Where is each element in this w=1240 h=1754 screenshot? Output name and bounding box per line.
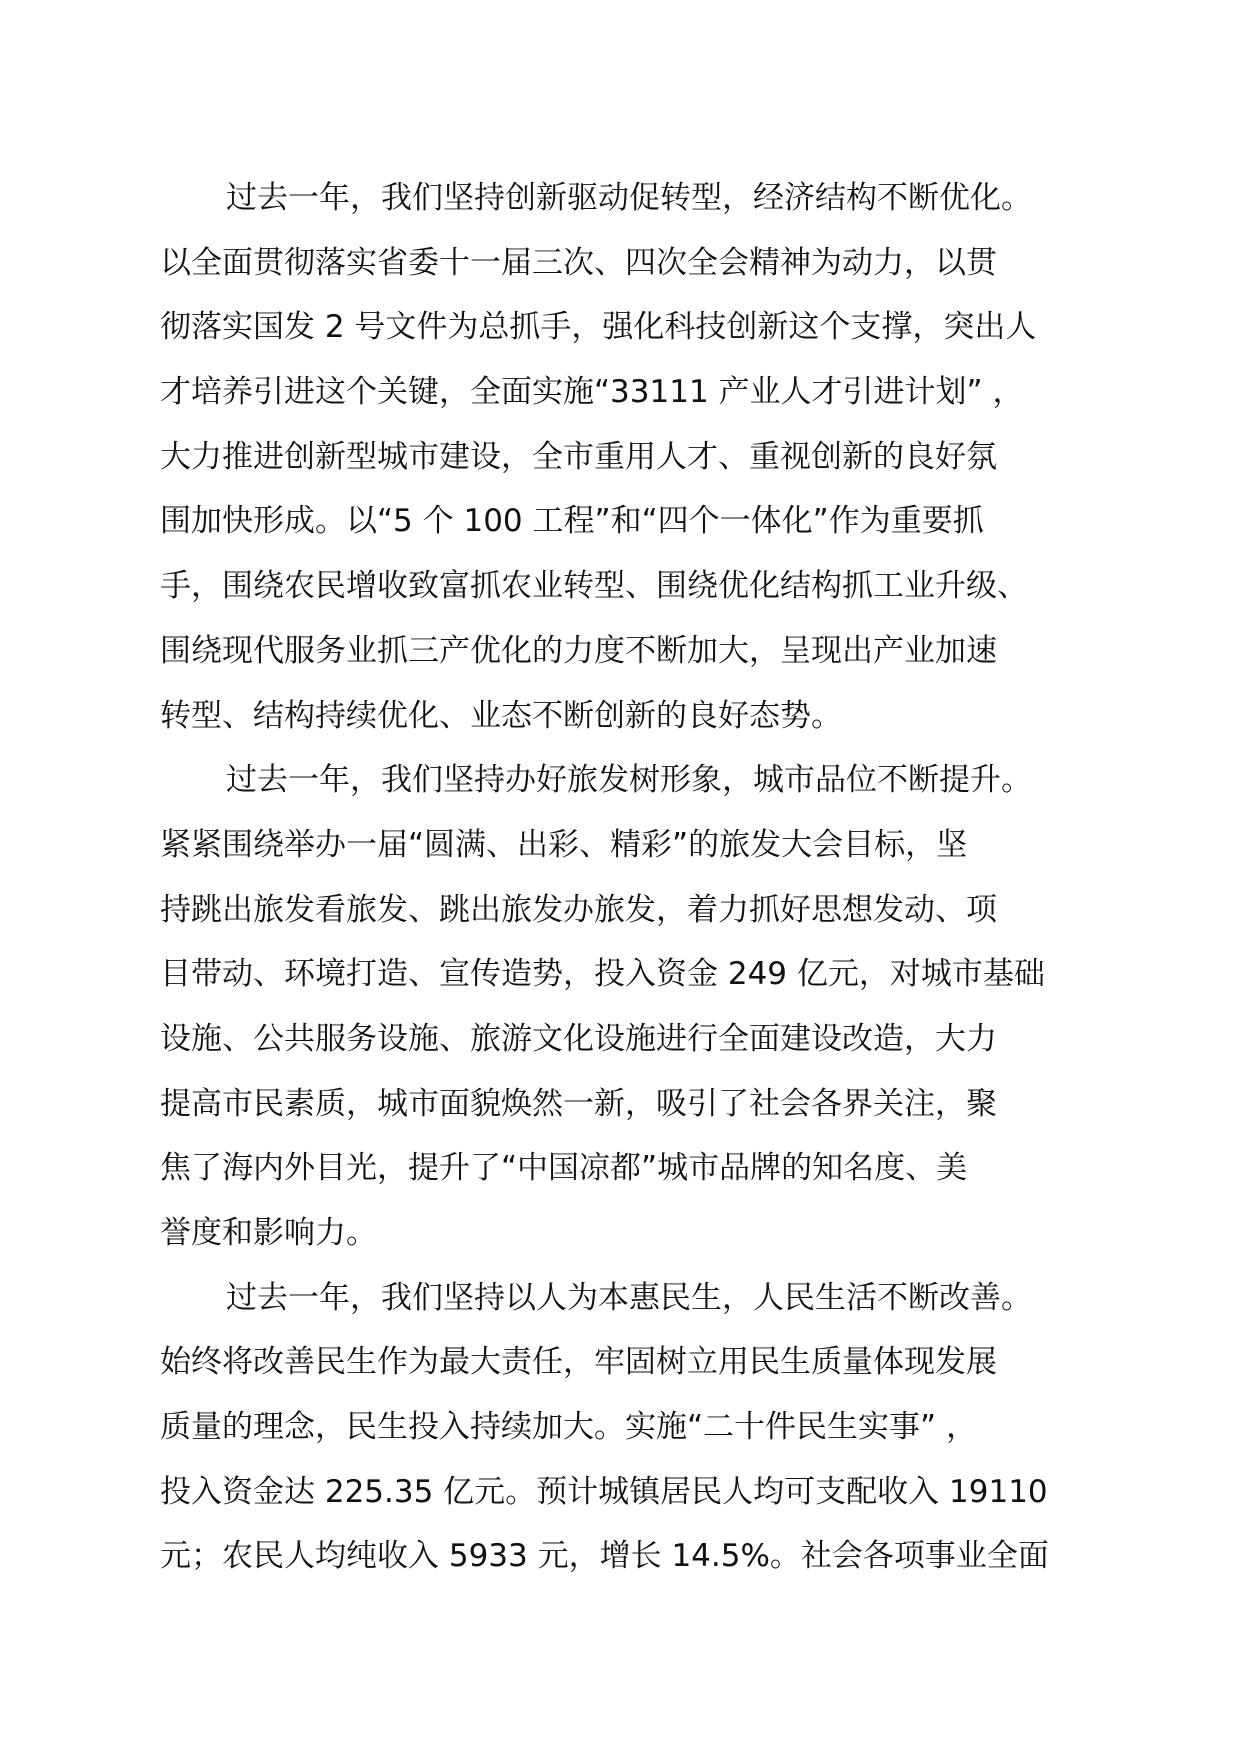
text-line: 紧紧围绕举办一届“圆满、出彩、精彩”的旅发大会目标，坚 — [160, 826, 968, 863]
text-line: 过去一年，我们坚持创新驱动促转型，经济结构不断优化。 — [226, 180, 1032, 216]
text-line: 转型、结构持续优化、业态不断创新的良好态势。 — [160, 697, 842, 734]
text-line: 围绕现代服务业抓三产优化的力度不断加大，呈现出产业加速 — [160, 632, 997, 669]
paragraph-3 — [160, 1266, 1120, 1589]
text-line: 元；农民人均纯收入 5933 元，增长 14.5%。社会各项事业全面 — [160, 1538, 1049, 1575]
text-line: 过去一年，我们坚持办好旅发树形象，城市品位不断提升。 — [226, 762, 1032, 799]
text-line: 过去一年，我们坚持以人为本惠民生，人民生活不断改善。 — [226, 1279, 1032, 1316]
text-line: 目带动、环境打造、宣传造势，投入资金 249 亿元，对城市基础 — [160, 956, 1045, 993]
text-line: 围加快形成。以“5 个 100 工程”和“四个一体化”作为重要抓 — [160, 503, 984, 540]
paragraph-1 — [160, 166, 1120, 748]
text-line: 才培养引进这个关键，全面实施“33111 产业人才引进计划” ， — [160, 374, 1024, 411]
text-line: 提高市民素质，城市面貌焕然一新，吸引了社会各界关注，聚 — [160, 1085, 997, 1122]
text-line: 手，围绕农民增收致富抓农业转型、围绕优化结构抓工业升级、 — [160, 568, 1028, 605]
text-line: 以全面贯彻落实省委十一届三次、四次全会精神为动力，以贯 — [160, 244, 997, 281]
document-body — [160, 166, 1120, 1589]
paragraph-2 — [160, 748, 1120, 1266]
text-line: 焦了海内外目光，提升了“中国凉都”城市品牌的知名度、美 — [160, 1150, 968, 1187]
text-line: 持跳出旅发看旅发、跳出旅发办旅发，着力抓好思想发动、项 — [160, 891, 997, 928]
text-line: 始终将改善民生作为最大责任，牢固树立用民生质量体现发展 — [160, 1344, 997, 1381]
text-line: 大力推进创新型城市建设，全市重用人才、重视创新的良好氛 — [160, 438, 997, 475]
text-line: 彻落实国发 2 号文件为总抓手，强化科技创新这个支撑，突出人 — [160, 309, 1037, 346]
text-line: 誉度和影响力。 — [160, 1215, 377, 1251]
text-line: 投入资金达 225.35 亿元。预计城镇居民人均可支配收入 19110 — [160, 1473, 1048, 1510]
text-line: 质量的理念，民生投入持续加大。实施“二十件民生实事” ， — [160, 1409, 977, 1446]
text-line: 设施、公共服务设施、旅游文化设施进行全面建设改造，大力 — [160, 1020, 997, 1057]
